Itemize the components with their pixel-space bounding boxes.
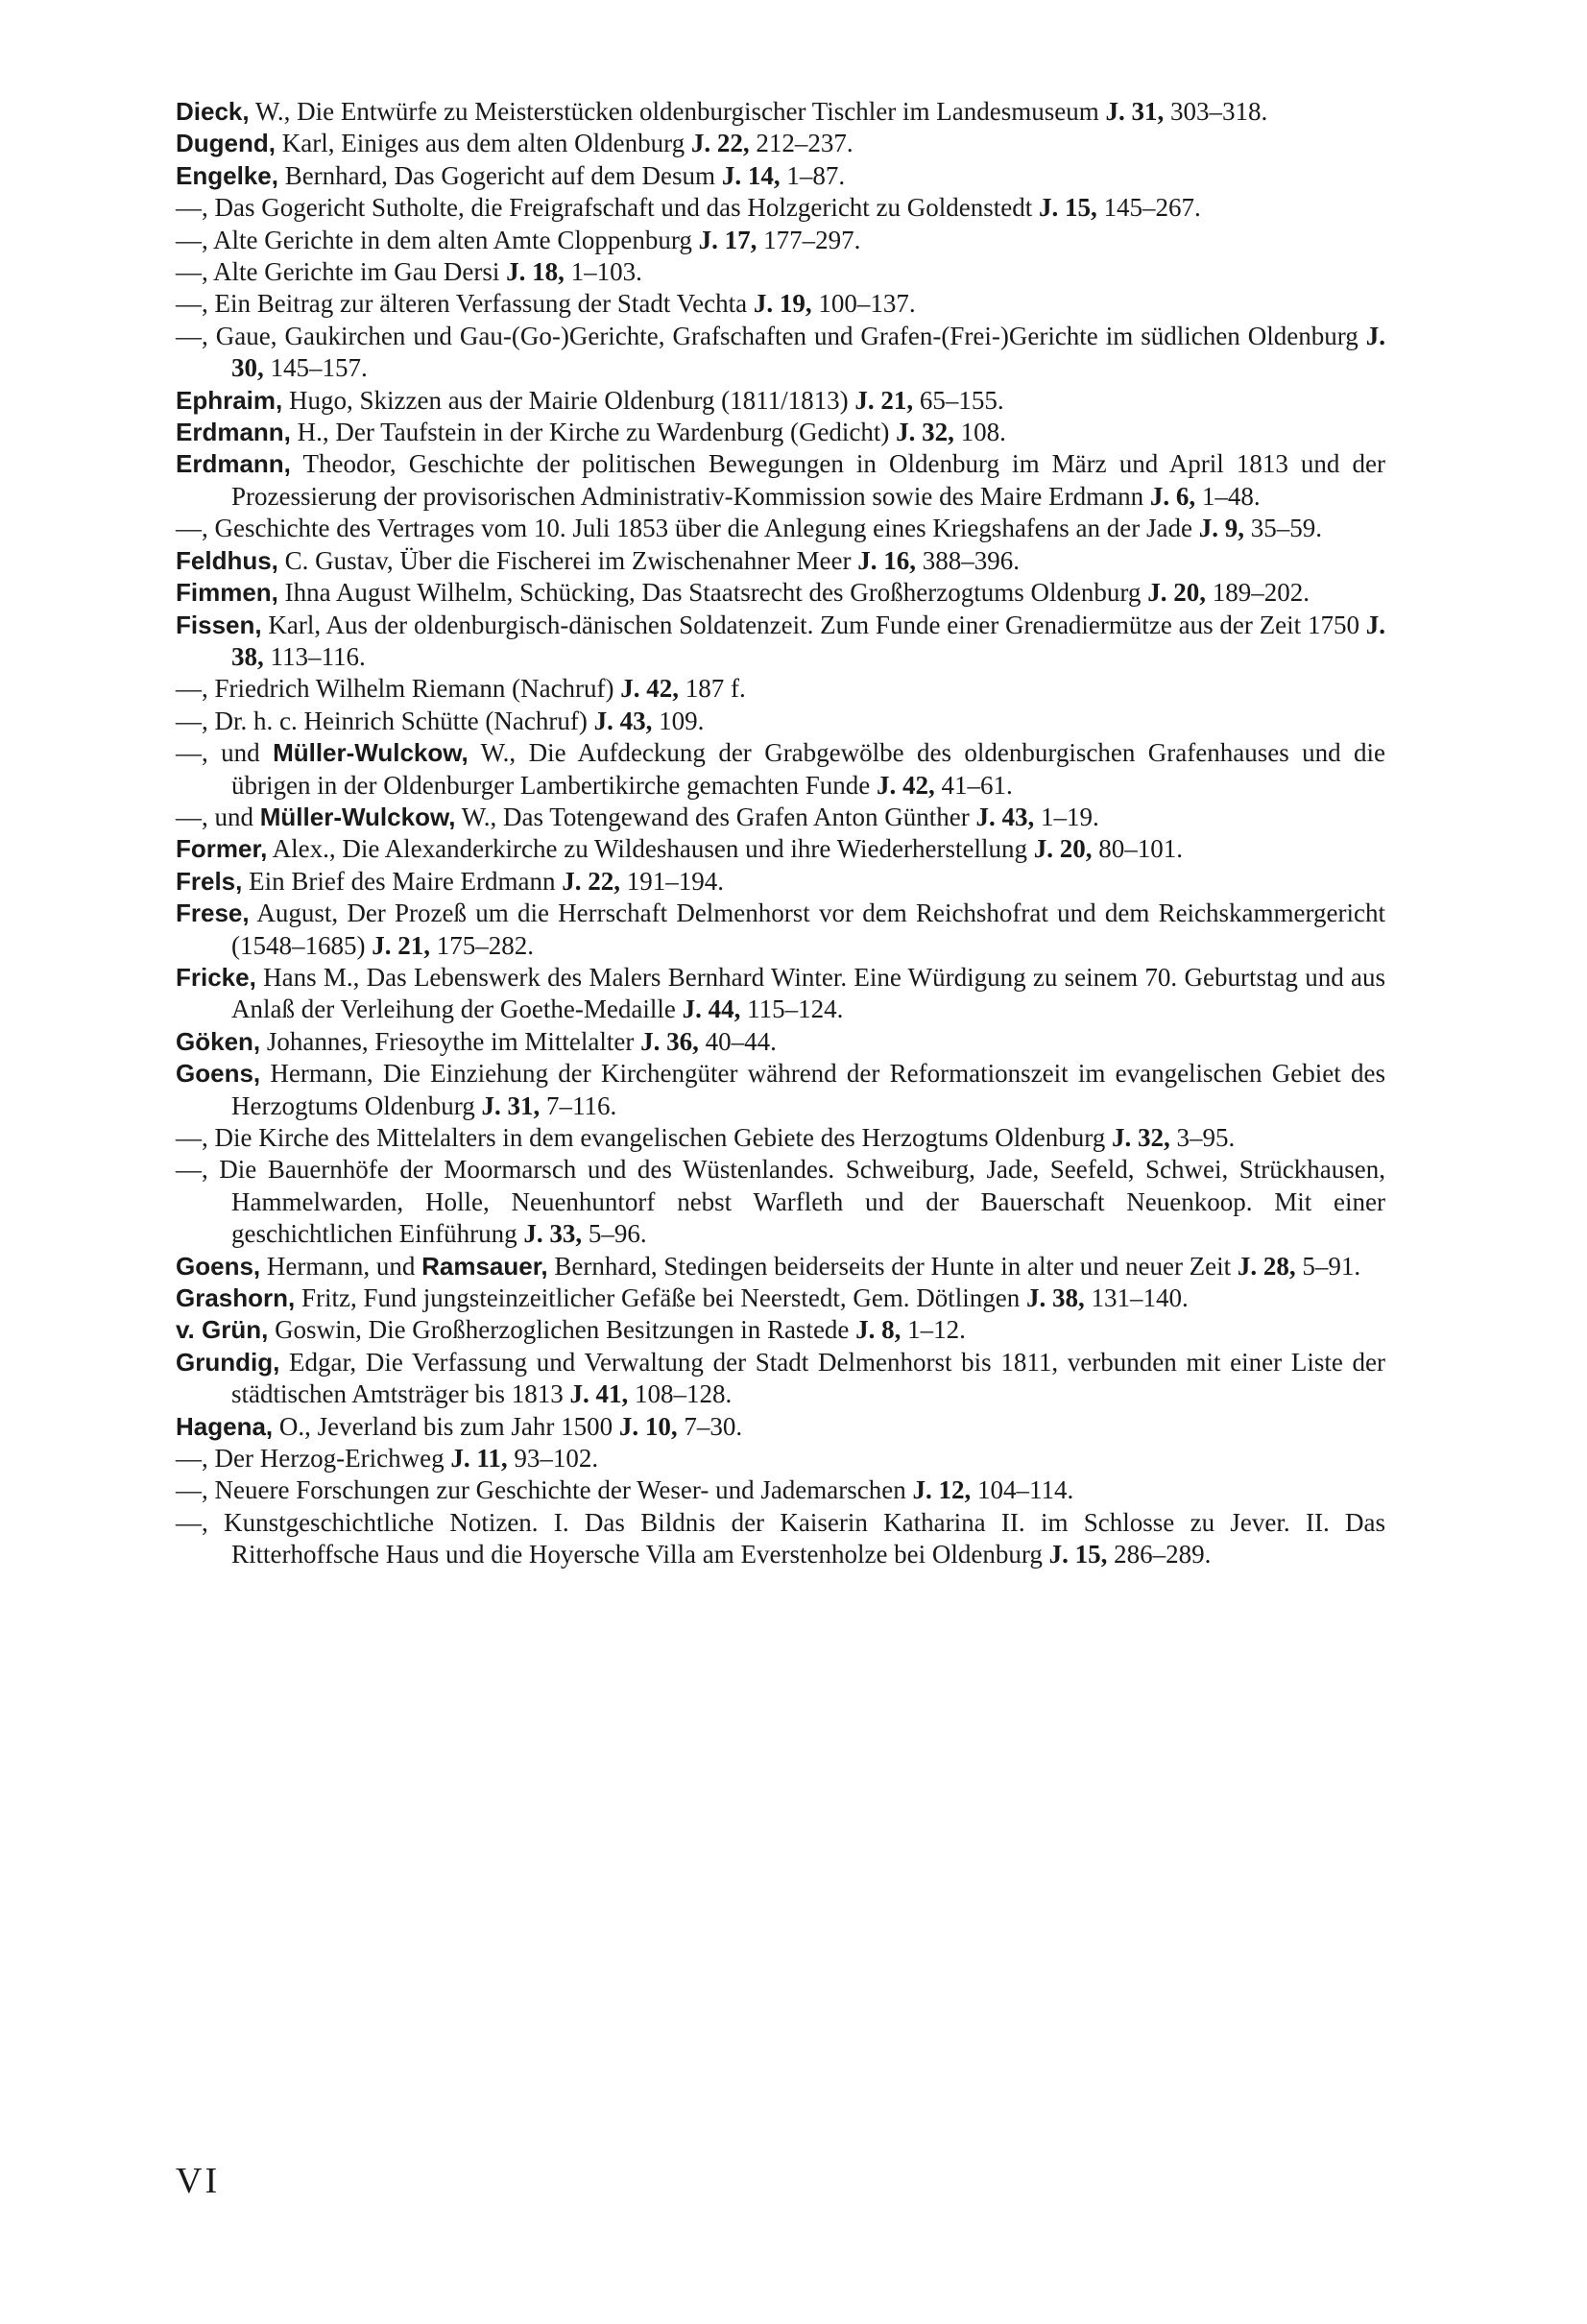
entry-text: 108–128. bbox=[628, 1379, 733, 1409]
entry-text: —, und bbox=[176, 738, 274, 768]
volume-reference: J. 32, bbox=[1111, 1123, 1170, 1152]
author-name: Grashorn, bbox=[176, 1283, 296, 1313]
bibliography-entry bbox=[176, 417, 1385, 448]
entry-text: —, Neuere Forschungen zur Geschichte der Weser- und Jademarschen bbox=[176, 1475, 913, 1505]
bibliography-entry bbox=[176, 833, 1385, 865]
author-name: Müller-Wulckow, bbox=[273, 738, 469, 768]
volume-reference: J. 32, bbox=[896, 418, 954, 447]
author-name: Frese, bbox=[176, 898, 250, 928]
author-name: Fricke, bbox=[176, 962, 256, 992]
bibliography-entry bbox=[176, 577, 1385, 609]
entry-text: 187 f. bbox=[679, 674, 746, 704]
bibliography-list bbox=[176, 96, 1385, 1571]
bibliography-entry bbox=[176, 866, 1385, 898]
bibliography-entry bbox=[176, 1443, 1385, 1474]
entry-text: —, Der Herzog-Erichweg bbox=[176, 1444, 451, 1473]
author-name: Former, bbox=[176, 834, 268, 864]
entry-text: Ihna August Wilhelm, Schücking, Das Staatsrecht des Großherzogtums Oldenburg bbox=[277, 578, 1148, 608]
entry-text: Edgar, Die Verfassung und Verwaltung der Stadt Delmenhorst bis 1811, verbunden mit einer Liste der städtischen Amtsträger bis 1813 bbox=[231, 1347, 1385, 1409]
entry-text: Hans M., Das Lebenswerk des Malers Bernhard Winter. Eine Würdigung zu seinem 70. Geburtstag und aus Anlaß der Verleihung der Goethe-Medaille bbox=[231, 962, 1385, 1024]
entry-text: Alex., Die Alexanderkirche zu Wildeshausen und ihre Wiederherstellung bbox=[267, 834, 1034, 864]
author-name: Goens, bbox=[176, 1059, 261, 1089]
entry-text: W., Die Entwürfe zu Meisterstücken oldenburgischer Tischler im Landesmuseum bbox=[249, 97, 1106, 126]
author-name: Dieck, bbox=[176, 97, 250, 126]
bibliography-entry bbox=[176, 898, 1385, 962]
author-name: Goens, bbox=[176, 1251, 261, 1281]
volume-reference: J. 22, bbox=[690, 129, 750, 158]
bibliography-entry bbox=[176, 1314, 1385, 1346]
entry-text: O., Jeverland bis zum Jahr 1500 bbox=[273, 1411, 619, 1441]
volume-reference: J. 19, bbox=[753, 289, 812, 319]
bibliography-entry bbox=[176, 610, 1385, 674]
volume-reference: J. 12, bbox=[912, 1475, 972, 1505]
entry-text: —, Geschichte des Vertrages vom 10. Juli 1853 über die Anlegung eines Kriegshafens an der Jade bbox=[176, 514, 1199, 543]
entry-text: —, Ein Beitrag zur älteren Verfassung der Stadt Vechta bbox=[176, 289, 754, 319]
entry-text: C. Gustav, Über die Fischerei im Zwischenahner Meer bbox=[277, 545, 858, 575]
author-name: Feldhus, bbox=[176, 545, 278, 575]
entry-text: 41–61. bbox=[934, 770, 1013, 800]
entry-text: 113–116. bbox=[263, 641, 366, 671]
bibliography-entry bbox=[176, 513, 1385, 544]
entry-text: 3–95. bbox=[1169, 1123, 1236, 1152]
volume-reference: J. 30, bbox=[231, 321, 1385, 383]
bibliography-entry bbox=[176, 128, 1385, 159]
entry-text: Fritz, Fund jungsteinzeitlicher Gefäße bei Neerstedt, Gem. Dötlingen bbox=[295, 1283, 1027, 1313]
entry-text: 35–59. bbox=[1243, 514, 1322, 543]
entry-text: —, und bbox=[176, 802, 260, 831]
bibliography-entry bbox=[176, 1251, 1385, 1282]
entry-text: —, Die Kirche des Mittelalters in dem evangelischen Gebiete des Herzogtums Oldenburg bbox=[176, 1123, 1112, 1152]
entry-text: 1–12. bbox=[901, 1315, 966, 1345]
entry-text: 286–289. bbox=[1107, 1540, 1212, 1569]
bibliography-entry bbox=[176, 225, 1385, 256]
entry-text: —, Kunstgeschichtliche Notizen. I. Das Bildnis der Kaiserin Katharina II. im Schlosse zu Jever. II. Das Ritterhoffsche Haus und die Hoyersche Villa am Everstenholze bei Oldenburg bbox=[176, 1507, 1385, 1569]
volume-reference: J. 20, bbox=[1147, 578, 1206, 608]
volume-reference: J. 41, bbox=[569, 1379, 629, 1409]
entry-text: 191–194. bbox=[620, 866, 725, 896]
entry-text: 100–137. bbox=[811, 289, 916, 319]
volume-reference: J. 36, bbox=[640, 1026, 699, 1056]
volume-reference: J. 10, bbox=[618, 1411, 678, 1441]
entry-text: Hermann, Die Einziehung der Kirchengüter während der Reformationszeit im evangelischen Gebiet des Herzogtums Oldenburg bbox=[231, 1059, 1385, 1120]
entry-text: Theodor, Geschichte der politischen Bewegungen in Oldenburg im März und April 1813 und der Prozessierung der provisorischen Administrativ-Kommission sowie des Maire Erdmann bbox=[231, 449, 1385, 511]
entry-text: Bernhard, Das Gogericht auf dem Desum bbox=[277, 160, 722, 190]
entry-text: Bernhard, Stedingen beiderseits der Hunte in alter und neuer Zeit bbox=[547, 1251, 1238, 1281]
volume-reference: J. 43, bbox=[975, 802, 1035, 831]
bibliography-entry bbox=[176, 737, 1385, 802]
entry-text: 40–44. bbox=[698, 1026, 777, 1056]
entry-text: 131–140. bbox=[1084, 1283, 1189, 1313]
volume-reference: J. 18, bbox=[506, 257, 565, 287]
entry-text: 104–114. bbox=[971, 1475, 1074, 1505]
entry-text: 303–318. bbox=[1164, 97, 1268, 126]
bibliography-entry bbox=[176, 192, 1385, 224]
volume-reference: J. 38, bbox=[231, 610, 1385, 671]
entry-text: —, Friedrich Wilhelm Riemann (Nachruf) bbox=[176, 674, 621, 704]
volume-reference: J. 42, bbox=[877, 770, 935, 800]
entry-text: —, Das Gogericht Sutholte, die Freigrafschaft und das Holzgericht zu Goldenstedt bbox=[176, 193, 1040, 223]
bibliography-entry bbox=[176, 1411, 1385, 1443]
author-name: Erdmann, bbox=[176, 418, 291, 447]
entry-text: —, Alte Gerichte in dem alten Amte Cloppenburg bbox=[176, 225, 699, 254]
entry-text: Goswin, Die Großherzoglichen Besitzungen in Rastede bbox=[268, 1315, 856, 1345]
bibliography-entry bbox=[176, 385, 1385, 417]
bibliography-entry bbox=[176, 321, 1385, 385]
bibliography-entry bbox=[176, 160, 1385, 192]
author-name: Ephraim, bbox=[176, 385, 283, 415]
entry-text: H., Der Taufstein in der Kirche zu Wardenburg (Gedicht) bbox=[290, 418, 897, 447]
entry-text: Johannes, Friesoythe im Mittelalter bbox=[260, 1026, 641, 1056]
bibliography-entry bbox=[176, 1122, 1385, 1154]
entry-text: Hugo, Skizzen aus der Mairie Oldenburg (1811/1813) bbox=[282, 385, 855, 415]
entry-text: —, Alte Gerichte im Gau Dersi bbox=[176, 257, 507, 287]
entry-text: 177–297. bbox=[757, 225, 861, 254]
entry-text: Karl, Einiges aus dem alten Oldenburg bbox=[276, 129, 691, 158]
entry-text: 212–237. bbox=[749, 129, 854, 158]
volume-reference: J. 43, bbox=[593, 706, 653, 735]
entry-text: 115–124. bbox=[740, 994, 844, 1024]
bibliography-entry bbox=[176, 802, 1385, 833]
entry-text: Ein Brief des Maire Erdmann bbox=[242, 866, 563, 896]
entry-text: 5–91. bbox=[1295, 1251, 1361, 1281]
volume-reference: J. 16, bbox=[857, 545, 916, 575]
author-name: Engelke, bbox=[176, 160, 278, 190]
author-name: Göken, bbox=[176, 1026, 261, 1056]
entry-text: 108. bbox=[953, 418, 1006, 447]
volume-reference: J. 42, bbox=[620, 674, 680, 704]
author-name: Hagena, bbox=[176, 1411, 274, 1441]
bibliography-entry bbox=[176, 256, 1385, 288]
volume-reference: J. 14, bbox=[721, 160, 781, 190]
author-name: Grundig, bbox=[176, 1347, 280, 1377]
entry-text: 5–96. bbox=[582, 1219, 647, 1249]
bibliography-entry bbox=[176, 1282, 1385, 1314]
author-name: Fissen, bbox=[176, 610, 262, 639]
entry-text: 65–155. bbox=[913, 385, 1004, 415]
entry-text: 7–30. bbox=[677, 1411, 743, 1441]
author-name: Dugend, bbox=[176, 129, 276, 158]
entry-text: W., Die Aufdeckung der Grabgewölbe des oldenburgischen Grafenhauses und die übrigen in der Oldenburger Lambertikirche gemachten Funde bbox=[231, 738, 1386, 800]
volume-reference: J. 38, bbox=[1026, 1283, 1085, 1313]
entry-text: W., Das Totengewand des Grafen Anton Günther bbox=[455, 802, 976, 831]
entry-text: —, Dr. h. c. Heinrich Schütte (Nachruf) bbox=[176, 706, 594, 735]
bibliography-entry bbox=[176, 545, 1385, 577]
entry-text: 109. bbox=[652, 706, 705, 735]
volume-reference: J. 15, bbox=[1048, 1540, 1108, 1569]
entry-text: 145–157. bbox=[263, 353, 368, 383]
author-name: Ramsauer, bbox=[421, 1251, 548, 1281]
bibliography-entry bbox=[176, 1154, 1385, 1250]
volume-reference: J. 15, bbox=[1039, 193, 1097, 223]
bibliography-entry bbox=[176, 1474, 1385, 1506]
bibliography-entry bbox=[176, 1347, 1385, 1411]
entry-text: 189–202. bbox=[1205, 578, 1310, 608]
entry-text: 80–101. bbox=[1092, 834, 1183, 864]
entry-text: 93–102. bbox=[507, 1444, 599, 1473]
author-name: Frels, bbox=[176, 866, 243, 896]
bibliography-entry bbox=[176, 1507, 1385, 1571]
entry-text: 7–116. bbox=[540, 1090, 617, 1120]
entry-text: 388–396. bbox=[915, 545, 1020, 575]
entry-text: 1–19. bbox=[1034, 802, 1099, 831]
volume-reference: J. 31, bbox=[1105, 97, 1165, 126]
bibliography-entry bbox=[176, 1058, 1385, 1122]
volume-reference: J. 8, bbox=[855, 1315, 902, 1345]
volume-reference: J. 44, bbox=[682, 994, 741, 1024]
bibliography-entry bbox=[176, 96, 1385, 128]
bibliography-entry bbox=[176, 673, 1385, 705]
author-name: Müller-Wulckow, bbox=[259, 802, 456, 831]
author-name: v. Grün, bbox=[176, 1315, 269, 1345]
entry-text: —, Gaue, Gaukirchen und Gau-(Go-)Gerichte, Grafschaften und Grafen-(Frei-)Gerichte im südlichen Oldenburg bbox=[176, 321, 1366, 350]
bibliography-entry bbox=[176, 962, 1385, 1026]
entry-text: 145–267. bbox=[1096, 193, 1201, 223]
entry-text: 1–48. bbox=[1195, 481, 1261, 511]
bibliography-entry bbox=[176, 706, 1385, 737]
volume-reference: J. 21, bbox=[372, 930, 430, 960]
bibliography-entry bbox=[176, 448, 1385, 513]
bibliography-entry bbox=[176, 288, 1385, 320]
volume-reference: J. 33, bbox=[523, 1219, 583, 1249]
bibliography-entry bbox=[176, 1026, 1385, 1058]
volume-reference: J. 20, bbox=[1033, 834, 1093, 864]
volume-reference: J. 21, bbox=[854, 385, 914, 415]
volume-reference: J. 11, bbox=[450, 1444, 508, 1473]
volume-reference: J. 17, bbox=[698, 225, 757, 254]
volume-reference: J. 31, bbox=[481, 1090, 541, 1120]
entry-text: 1–103. bbox=[564, 257, 642, 287]
entry-text: 1–87. bbox=[780, 160, 846, 190]
author-name: Fimmen, bbox=[176, 578, 278, 608]
volume-reference: J. 28, bbox=[1237, 1251, 1296, 1281]
volume-reference: J. 9, bbox=[1198, 514, 1244, 543]
entry-text: Hermann, und bbox=[260, 1251, 422, 1281]
page-number: VI bbox=[176, 2161, 221, 2201]
entry-text: August, Der Prozeß um die Herrschaft Delmenhorst vor dem Reichshofrat und dem Reichskammergericht (1548–1685) bbox=[231, 898, 1385, 960]
volume-reference: J. 6, bbox=[1149, 481, 1196, 511]
author-name: Erdmann, bbox=[176, 449, 291, 479]
entry-text: —, Die Bauernhöfe der Moormarsch und des Wüstenlandes. Schweiburg, Jade, Seefeld, Schwei, Strückhausen, Hammelwarden, Holle, Neuenhuntorf nebst Warfleth und der Bauerschaft Neuenkoop. Mit einer geschichtlichen Einführung bbox=[176, 1155, 1385, 1249]
volume-reference: J. 22, bbox=[562, 866, 621, 896]
entry-text: Karl, Aus der oldenburgisch-dänischen Soldatenzeit. Zum Funde einer Grenadiermütze aus der Zeit 1750 bbox=[261, 610, 1366, 639]
entry-text: 175–282. bbox=[429, 930, 534, 960]
